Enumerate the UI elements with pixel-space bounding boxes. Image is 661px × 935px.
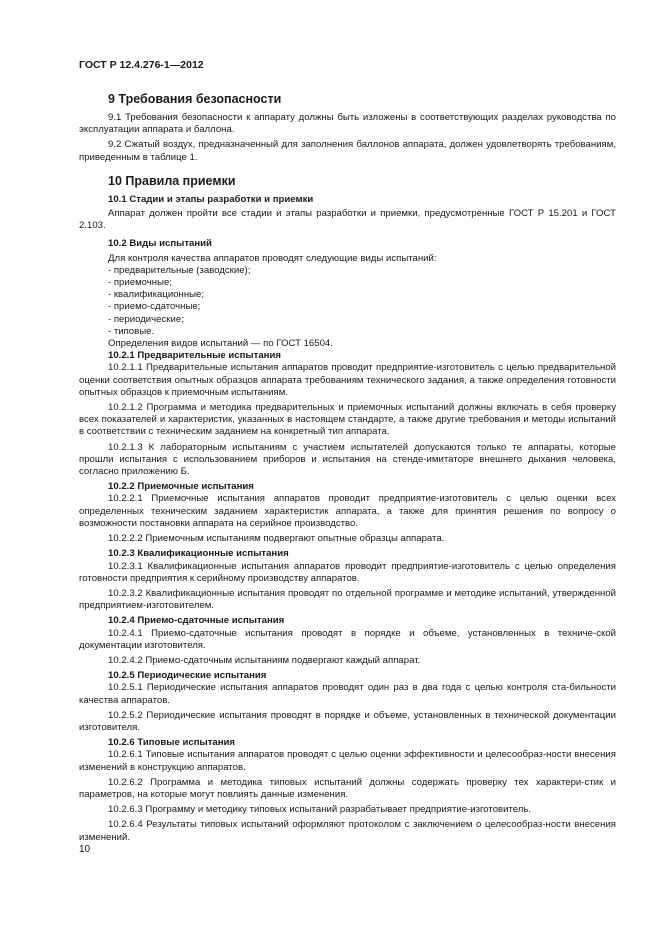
- paragraph-10-2-5-2: 10.2.5.2 Периодические испытания проводят в порядке и объеме, установленных в технической документации изготовителя.: [79, 709, 616, 733]
- section-10-title: 10 Правила приемки: [108, 173, 236, 188]
- subsection-10-2-6-title: 10.2.6 Типовые испытания: [108, 737, 236, 749]
- paragraph-10-2-3-2: 10.2.3.2 Квалификационные испытания проводят по отдельной программе и методике испытаний, утвержденной предприятием-изготовителем.: [79, 587, 616, 612]
- paragraph-10-2-4-1: 10.2.4.1 Приемо-сдаточные испытания проводят в порядке и объеме, установленных в техниче-ской документации изготовителя.: [79, 627, 616, 651]
- paragraph-definitions: Определения видов испытаний — по ГОСТ 16504.: [108, 338, 333, 350]
- paragraph-10-1: Аппарат должен пройти все стадии и этапы разработки и приемки, предусмотренные ГОСТ Р 15.201 и ГОСТ 2.103.: [79, 208, 616, 232]
- list-item: - приемочные;: [108, 277, 172, 289]
- paragraph-10-2-4-2: 10.2.4.2 Приемо-сдаточным испытаниям подвергают каждый аппарат.: [108, 654, 421, 666]
- subsection-10-2-2-title: 10.2.2 Приемочные испытания: [108, 481, 254, 493]
- paragraph-10-2-1-2: 10.2.1.2 Программа и методика предварительных и приемочных испытаний должны включать в себя проверку всех показателей и характеристик, указанных в настоящем стандарте, а также другие требования и методы испытаний в соответствии с техническим заданием на конкретный тип аппарата.: [79, 402, 616, 438]
- paragraph-9-1: 9.1 Требования безопасности к аппарату должны быть изложены в соответствующих разделах руководства по эксплуатации аппарата и баллона.: [79, 112, 616, 136]
- list-item: - приемо-сдаточные;: [108, 301, 201, 313]
- paragraph-10-2-2-2: 10.2.2.2 Приемочным испытаниям подвергают опытные образцы аппарата.: [108, 533, 445, 545]
- list-item: - периодические;: [108, 313, 184, 325]
- paragraph-10-2-5-1: 10.2.5.1 Периодические испытания аппаратов проводят один раз в два года с целью контроля ста-бильности качества аппаратов.: [79, 682, 616, 706]
- document-body: [79, 92, 616, 847]
- subsection-10-2-title: 10.2 Виды испытаний: [108, 238, 212, 250]
- paragraph-10-2-6-4: 10.2.6.4 Результаты типовых испытаний оформляют протоколом с заключением о целесообраз-ности внесения изменений.: [79, 819, 616, 843]
- subsection-10-2-4-title: 10.2.4 Приемо-сдаточные испытания: [108, 615, 285, 627]
- paragraph-10-2-1-3: 10.2.1.3 К лабораторным испытаниям с участием испытателей допускаются только те аппараты, которые прошли испытания с использованием приборов и испытания на стенде-имитаторе внешнего дыхания человека, согласно приложению Б.: [79, 441, 616, 478]
- list-item: - квалификационные;: [108, 289, 205, 301]
- subsection-10-2-3-title: 10.2.3 Квалификационные испытания: [108, 548, 289, 560]
- list-item: - предварительные (заводские);: [108, 264, 251, 276]
- paragraph-10-2-1-1: 10.2.1.1 Предварительные испытания аппаратов проводит предприятие-изготовитель с целью предварительной оценки соответствия опытных образцов аппарата требованиям технического задания, а также определения готовности опытных образцов к приемочным испытаниям.: [79, 362, 616, 398]
- paragraph-10-2-6-1: 10.2.6.1 Типовые испытания аппаратов проводят с целью оценки эффективности и целесообраз-ности внесения изменений в конструкцию аппаратов.: [79, 749, 616, 773]
- list-item: - типовые.: [108, 325, 155, 337]
- document-header: ГОСТ Р 12.4.276-1—2012: [79, 59, 204, 71]
- subsection-10-1-title: 10.1 Стадии и этапы разработки и приемки: [108, 193, 314, 205]
- page-number: 10: [79, 844, 91, 855]
- paragraph-10-2-3-1: 10.2.3.1 Квалификационные испытания аппаратов проводит предприятие-изготовитель с целью определения готовности предприятия к серийному производству аппаратов.: [79, 560, 616, 584]
- subsection-10-2-5-title: 10.2.5 Периодические испытания: [108, 670, 267, 682]
- paragraph-10-2-6-3: 10.2.6.3 Программу и методику типовых испытаний разрабатывает предприятие-изготовитель.: [108, 804, 532, 816]
- section-9-title: 9 Требования безопасности: [108, 92, 282, 106]
- paragraph-10-2-6-2: 10.2.6.2 Программа и методика типовых испытаний должны содержать проверку тех характери-стик и параметров, на которые могут повлиять данные изменения.: [79, 776, 616, 800]
- paragraph-10-2-2-1: 10.2.2.1 Приемочные испытания аппаратов проводит предприятие-изготовитель с целью оценки всех определенных техническим заданием характеристик аппарата, а также для принятия решения по вопросу о возможности постановки аппарата на серийное производство.: [79, 493, 616, 529]
- paragraph-9-2: 9.2 Сжатый воздух, предназначенный для заполнения баллонов аппарата, должен удовлетворять требованиям, приведенным в таблице 1.: [79, 139, 616, 163]
- paragraph-10-2-intro: Для контроля качества аппаратов проводят следующие виды испытаний:: [108, 252, 437, 264]
- subsection-10-2-1-title: 10.2.1 Предварительные испытания: [108, 350, 281, 362]
